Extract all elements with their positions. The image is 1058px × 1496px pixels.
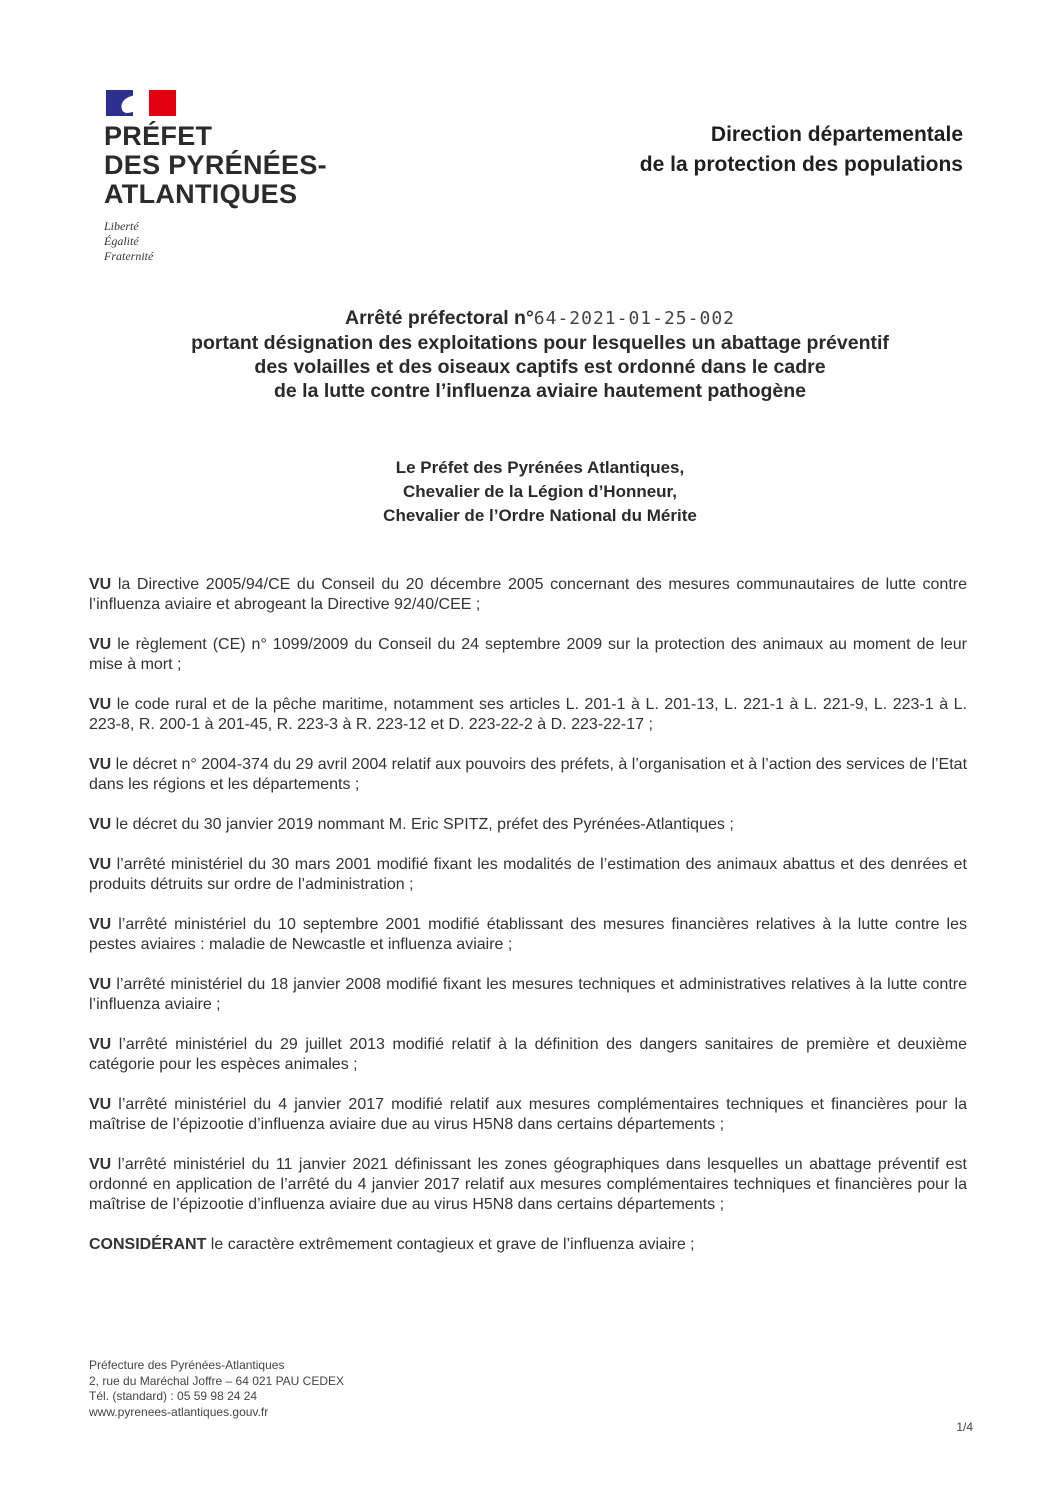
paragraph-text: la Directive 2005/94/CE du Conseil du 20 décembre 2005 concernant des mesures communautaires de lutte contre l’influenza aviaire et abrogeant la Directive 92/40/CEE ;: [89, 576, 967, 613]
paragraph-text: l’arrêté ministériel du 4 janvier 2017 modifié relatif aux mesures complémentaires techniques et financières pour la maîtrise de l’épizootie d’influenza aviaire due au virus H5N8 dans certains départements ;: [89, 1096, 967, 1133]
paragraph-text: le caractère extrêmement contagieux et grave de l’influenza aviaire ;: [206, 1236, 695, 1253]
logo-line: PRÉFET: [104, 121, 213, 151]
paragraph-text: l’arrêté ministériel du 11 janvier 2021 définissant les zones géographiques dans lesquelles un abattage préventif est ordonné en application de l’arrêté du 4 janvier 2017 relatif aux mesures complémentaires techniques et financières pour la maîtrise de l’épizootie d’influenza aviaire due au virus H5N8 dans certains départements ;: [89, 1156, 967, 1213]
paragraph-keyword: VU: [89, 696, 112, 713]
footer-address: [89, 1358, 344, 1420]
title-line: des volailles et des oiseaux captifs est ordonné dans le cadre: [254, 356, 826, 378]
prefecture-logo: [104, 90, 334, 264]
visa-paragraph: [89, 575, 967, 615]
visa-paragraph: [89, 855, 967, 895]
motto-line: Liberté: [104, 219, 139, 233]
visa-paragraph: [89, 975, 967, 1015]
visa-paragraph: [89, 915, 967, 955]
paragraph-keyword: VU: [89, 576, 112, 593]
footer-website-link[interactable]: www.pyrenees-atlantiques.gouv.fr: [89, 1404, 269, 1419]
paragraph-keyword: VU: [89, 1096, 112, 1113]
logo-line: ATLANTIQUES: [104, 179, 298, 209]
decree-number-line: [120, 306, 960, 331]
prefet-line: Chevalier de la Légion d’Honneur,: [403, 482, 677, 501]
paragraph-text: le décret n° 2004-374 du 29 avril 2004 relatif aux pouvoirs des préfets, à l’organisation et à l’action des services de l’Etat dans les régions et les départements ;: [89, 756, 968, 793]
paragraph-keyword: VU: [89, 816, 112, 833]
decree-number: 64-2021-01-25-002: [533, 308, 735, 329]
logo-line: DES PYRÉNÉES-: [104, 150, 327, 180]
paragraph-keyword: CONSIDÉRANT: [89, 1236, 207, 1253]
republic-motto: [104, 219, 334, 264]
motto-line: Fraternité: [104, 249, 154, 263]
considering-paragraph: [89, 1235, 967, 1255]
footer-line: 2, rue du Maréchal Joffre – 64 021 PAU CEDEX: [89, 1373, 345, 1388]
paragraph-text: l’arrêté ministériel du 10 septembre 2001 modifié établissant des mesures financières relatives à la lutte contre les pestes aviaires : maladie de Newcastle et influenza aviaire ;: [89, 916, 967, 953]
motto-line: Égalité: [104, 234, 139, 248]
prefet-line: Chevalier de l’Ordre National du Mérite: [383, 506, 697, 525]
decree-prefix: Arrêté préfectoral n°: [344, 307, 534, 329]
title-line: de la lutte contre l’influenza aviaire hautement pathogène: [273, 380, 807, 402]
prefet-line: Le Préfet des Pyrénées Atlantiques,: [395, 458, 685, 477]
logo-title: [104, 122, 334, 209]
paragraph-text: le décret du 30 janvier 2019 nommant M. Eric SPITZ, préfet des Pyrénées-Atlantiques ;: [111, 816, 734, 833]
paragraph-text: le règlement (CE) n° 1099/2009 du Conseil du 24 septembre 2009 sur la protection des animaux au moment de leur mise à mort ;: [89, 636, 967, 673]
visa-paragraph: [89, 755, 967, 795]
footer-line: Tél. (standard) : 05 59 98 24 24: [89, 1389, 258, 1403]
visa-paragraph: [89, 635, 967, 675]
decree-body: [89, 575, 967, 1275]
direction-line: Direction départementale: [710, 123, 963, 146]
paragraph-keyword: VU: [89, 1036, 112, 1053]
direction-line: de la protection des populations: [639, 153, 963, 176]
visa-paragraph: [89, 1095, 967, 1135]
paragraph-text: l’arrêté ministériel du 18 janvier 2008 modifié fixant les mesures techniques et administratives relatives à la lutte contre l’influenza aviaire ;: [89, 976, 967, 1013]
direction-header: [640, 120, 963, 180]
decree-title: [120, 306, 960, 403]
paragraph-keyword: VU: [89, 756, 112, 773]
marianne-flag-icon: [106, 90, 176, 116]
paragraph-text: le code rural et de la pêche maritime, notamment ses articles L. 201-1 à L. 201-13, L. 221-1 à L. 221-9, L. 223-1 à L. 223-8, R. 200-1 à 201-45, R. 223-3 à R. 223-12 et D. 223-22-2 à D. 223-22-17 ;: [89, 696, 967, 733]
paragraph-keyword: VU: [89, 976, 112, 993]
visa-paragraph: [89, 815, 967, 835]
visa-paragraph: [89, 1035, 967, 1075]
visa-paragraph: [89, 1155, 967, 1215]
paragraph-keyword: VU: [89, 1156, 112, 1173]
footer-line: Préfecture des Pyrénées-Atlantiques: [89, 1358, 285, 1372]
visa-paragraph: [89, 695, 967, 735]
title-line: portant désignation des exploitations pour lesquelles un abattage préventif: [191, 332, 889, 354]
page-number: 1/4: [956, 1420, 973, 1434]
paragraph-keyword: VU: [89, 916, 112, 933]
paragraph-keyword: VU: [89, 856, 112, 873]
paragraph-text: l’arrêté ministériel du 29 juillet 2013 modifié relatif à la définition des dangers sanitaires de première et deuxième catégorie pour les espèces animales ;: [89, 1036, 967, 1073]
paragraph-text: l’arrêté ministériel du 30 mars 2001 modifié fixant les modalités de l’estimation des animaux abattus et des denrées et produits détruits sur ordre de l’administration ;: [89, 856, 967, 893]
prefet-titles: [200, 456, 880, 528]
paragraph-keyword: VU: [89, 636, 112, 653]
